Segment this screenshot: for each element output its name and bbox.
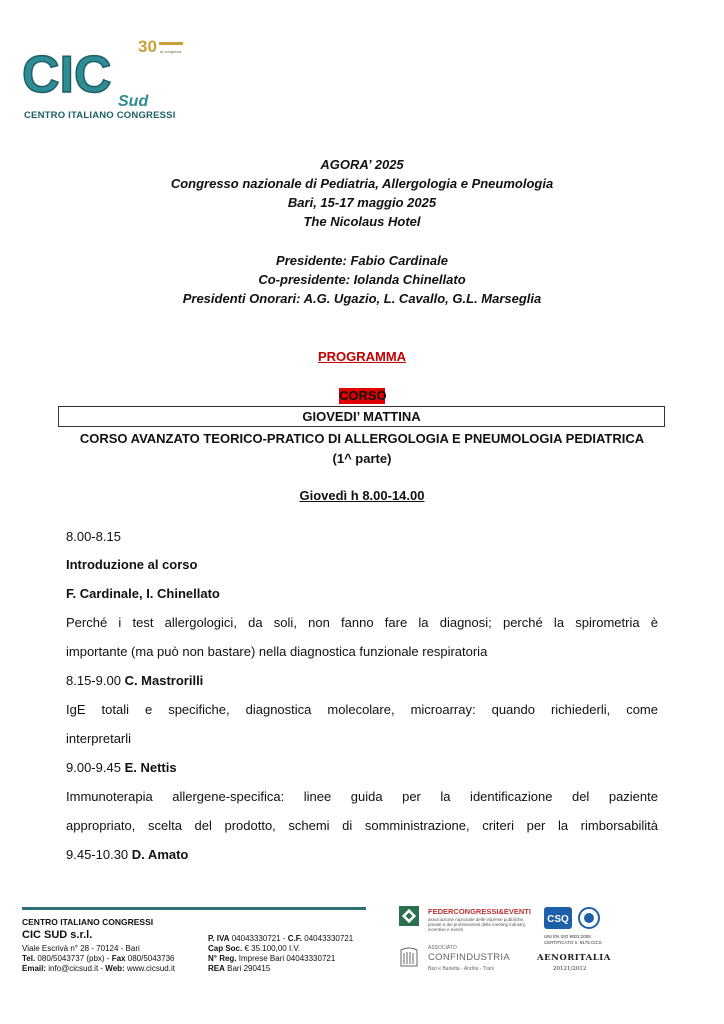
time-slot: 9.45-10.30 <box>66 847 129 862</box>
talk-text-line: IgE totali e specifiche, diagnostica molecolare, microarray: quando richiederli, come <box>66 702 658 717</box>
talk-text-line: Perché i test allergologici, da soli, non fanno fare la diagnosi; perché la spirometria è <box>66 615 658 630</box>
programme-heading: PROGRAMMA <box>317 349 407 364</box>
president: Presidente: Fabio Cardinale <box>276 253 448 268</box>
iso-certificate: CERTIFICATO n. 9175.CICS <box>544 940 602 945</box>
logo-caption: CENTRO ITALIANO CONGRESSI <box>24 110 176 121</box>
federcongressi-logo-icon <box>399 906 419 926</box>
talk-text-line: importante (ma può non bastare) nella diagnostica funzionale respiratoria <box>66 644 488 659</box>
talk-text-line: interpretarli <box>66 731 132 746</box>
footer-registry <box>208 954 335 963</box>
footer-divider <box>22 907 366 910</box>
tel-label: Tel. <box>22 954 36 963</box>
reg-label: N° Reg. <box>208 954 237 963</box>
federcongressi-name: FEDERCONGRESSI&EVENTI <box>428 907 531 916</box>
footer-contacts <box>22 964 175 973</box>
honorary-presidents: Presidenti Onorari: A.G. Ugazio, L. Cavallo, G.L. Marseglia <box>182 291 542 306</box>
footer-org: CENTRO ITALIANO CONGRESSI <box>22 917 154 927</box>
session-speakers: F. Cardinale, I. Chinellato <box>66 586 220 601</box>
footer-capital <box>208 944 300 953</box>
event-date-place: Bari, 15-17 maggio 2025 <box>287 195 437 210</box>
logo-anniversary-bar <box>159 42 183 45</box>
event-title: AGORA’ 2025 <box>320 157 404 172</box>
time-slot: 8.00-8.15 <box>66 529 121 544</box>
tel-value: 080/5043737 (pbx) - <box>37 954 110 963</box>
logo-anniversary-note: di congressi <box>160 49 182 54</box>
rea-value: Bari 290415 <box>227 964 271 973</box>
time-slot-row <box>66 673 203 688</box>
time-slot-row <box>66 760 177 775</box>
web-value[interactable]: www.cicsud.it <box>126 964 175 973</box>
rea-label: REA <box>208 964 225 973</box>
cf-label: C.F. <box>287 934 303 943</box>
speaker: C. Mastrorilli <box>124 673 204 688</box>
course-title: CORSO AVANZATO TEORICO-PRATICO DI ALLERGOLOGIA E PNEUMOLOGIA PEDIATRICA <box>79 431 645 446</box>
confindustria-associate: ASSOCIATO <box>428 945 457 951</box>
svg-text:CIC: CIC <box>22 46 112 104</box>
cic-letters <box>22 46 112 104</box>
fax-label: Fax <box>111 954 126 963</box>
cap-label: Cap Soc. <box>208 944 243 953</box>
event-subtitle: Congresso nazionale di Pediatria, Allergologia e Pneumologia <box>170 176 554 191</box>
event-venue: The Nicolaus Hotel <box>303 214 421 229</box>
footer-address: Viale Escrivà n° 28 - 70124 - Bari <box>22 944 140 953</box>
talk-text-line: Immunoterapia allergene-specifica: linee guida per la identificazione del paziente <box>66 789 658 804</box>
footer-phone-fax <box>22 954 174 963</box>
logo-sud: Sud <box>118 93 149 110</box>
iso-standard: UNI EN ISO 9001:2008 <box>544 934 591 939</box>
footer-vat <box>208 934 353 943</box>
confindustria-sub: Bari e Barletta - Andria - Trani <box>428 966 494 972</box>
day-time: Giovedì h 8.00-14.00 <box>299 488 425 503</box>
co-president: Co-presidente: Iolanda Chinellato <box>258 272 466 287</box>
speaker: E. Nettis <box>124 760 177 775</box>
logo-anniversary: 30 <box>138 37 157 56</box>
talk-text-line: appropriato, scelta del prodotto, schemi di somministrazione, criteri per la rimborsabilità <box>66 818 658 833</box>
csq-certification-icon <box>544 906 604 930</box>
footer-company: CIC SUD s.r.l. <box>22 929 93 941</box>
confindustria-name: CONFINDUSTRIA <box>428 952 511 963</box>
fax-value: 080/5043736 <box>127 954 175 963</box>
confindustria-logo-icon <box>399 946 419 968</box>
reg-value: Imprese Bari 04043330721 <box>238 954 336 963</box>
course-label: CORSO <box>339 388 387 403</box>
session-box: GIOVEDI’ MATTINA <box>58 406 665 427</box>
piva-label: P. IVA <box>208 934 230 943</box>
svg-text:CSQ: CSQ <box>547 914 569 925</box>
speaker: D. Amato <box>131 847 189 862</box>
time-slot: 8.15-9.00 <box>66 673 121 688</box>
cf-value: 04043330721 <box>304 934 354 943</box>
federcongressi-description: associazione nazionale delle imprese pubbliche, private e dei professionisti della meeting industry, incentive e eventi <box>428 917 526 932</box>
cap-value: € 35.100,00 I.V. <box>244 944 301 953</box>
aenor-logo: AENORITALIA <box>537 953 611 963</box>
course-part: (1^ parte) <box>332 451 392 466</box>
web-label: Web: <box>105 964 125 973</box>
aenor-number: 20121/2012 <box>553 966 587 972</box>
time-slot-row <box>66 847 188 862</box>
email-label: Email: <box>22 964 47 973</box>
session-title: Introduzione al corso <box>66 557 198 572</box>
time-slot: 9.00-9.45 <box>66 760 121 775</box>
footer-rea <box>208 964 270 973</box>
piva-value: 04043330721 - <box>231 934 286 943</box>
email-value[interactable]: info@cicsud.it - <box>48 964 104 973</box>
